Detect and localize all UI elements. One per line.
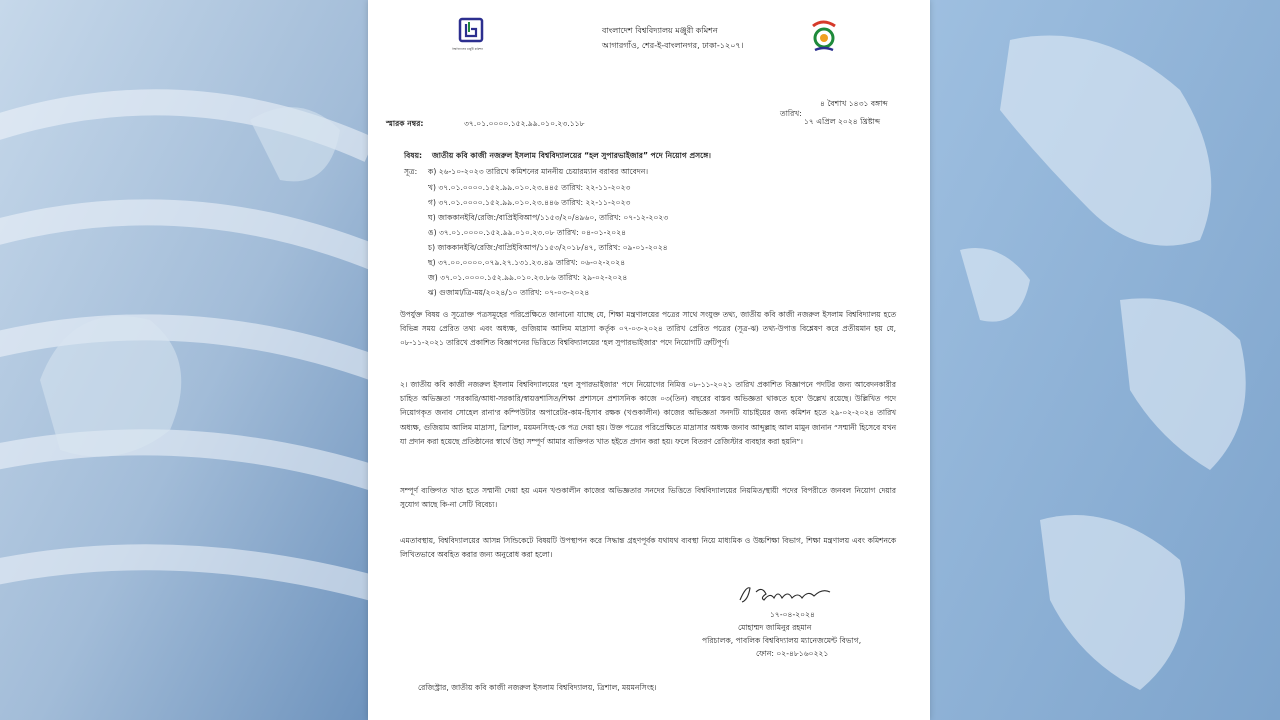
reference-item: জ) ৩৭.০১.০০০০.১৫২.৯৯.০১০.২৩.৮৬ তারিখ: ২৯-০২-২০২৪ xyxy=(428,273,628,282)
reference-item: ঙ) ৩৭.০১.০০০০.১৫২.৯৯.০১০.২৩.০৮ তারিখ: ০৪-০১-২০২৪ xyxy=(428,228,627,237)
reference-item: গ) ৩৭.০১.০০০০.১৫২.৯৯.০১০.২৩.৪৪৬ তারিখ: ২২-১১-২০২৩ xyxy=(428,198,631,207)
memo-label: স্মারক নম্বর: xyxy=(386,119,424,128)
reference-item: চ) জাককানইবি/রেজি:/বাপ্রিইবিআপ/১১৫৩/২০১৮/৪৭, তারিখ: ০৯-০১-২০২৪ xyxy=(428,243,668,252)
signature-date: ১৭-০৪-২০২৪ xyxy=(770,610,815,619)
reference-item: ঝ) গুজামা/ত্রি-ময়/২০২৪/১০ তারিখ: ০৭-০৩-২০২৪ xyxy=(428,288,590,297)
memo-number: ৩৭.০১.০০০০.১৫২.৯৯.০১০.২৩.১১৮ xyxy=(464,119,585,128)
reference-item: খ) ৩৭.০১.০০০০.১৫২.৯৯.০১০.২৩.৪৪৫ তারিখ: ২২-১১-২০২৩ xyxy=(428,183,631,192)
signatory-designation: পরিচালক, পাবলিক বিশ্ববিদ্যালয় ম্যানেজমেন্ট বিভাগ, xyxy=(702,636,862,645)
body-paragraph: উপর্যুক্ত বিষয় ও সূত্রোক্ত পত্রসমূহের পরিপ্রেক্ষিতে জানানো যাচ্ছে যে, শিক্ষা মন্ত্রণালয়ের পত্রের সাথে সংযুক্ত তথ্য, জাতীয় কবি কাজী নজরুল ইসলাম বিশ্ববিদ্যালয় হতে বিভিন্ন সময় প্রেরিত তথ্য এবং অধ্যক্ষ, গুজিয়াম আলিম মাদ্রাসা কর্তৃক ০৭-০৩-২০২৪ তারিখ প্রেরিত পত্রের (সূত্র-ঝ) তথ্য-উপাত্ত বিশ্লেষণ করে প্রতীয়মান হয় যে, ০৮-১১-২০২১ তারিখে প্রকাশিত বিজ্ঞাপনের ভিত্তিতে বিশ্ববিদ্যালয়ের 'হল সুপারভাইজার' পদে নিয়োগটি ত্রুটিপূর্ণ। xyxy=(400,310,896,348)
org-address: আগারগাঁও, শের-ই-বাংলানগর, ঢাকা-১২০৭। xyxy=(602,41,744,50)
anniversary-emblem xyxy=(807,20,841,56)
reference-item: ঘ) জাককানইবি/রেজি:/বাপ্রিইবিআপ/১১৫৩/২০/৪৯৬০, তারিখ: ০৭-১২-২০২৩ xyxy=(428,213,669,222)
body-paragraph: ২। জাতীয় কবি কাজী নজরুল ইসলাম বিশ্ববিদ্যালয়ের 'হল সুপারভাইজার' পদে নিয়োগের নিমিত্ত ০৮-১১-২০২১ তারিখ প্রকাশিত বিজ্ঞাপনে পদটির জন্য আবেদনকারীর চাহিত অভিজ্ঞতা 'সরকারি/আধা-সরকারি/স্বায়ত্তশাসিত/শিক্ষা প্রশাসনে প্রশাসনিক কাজে ০৩(তিন) বছরের বাস্তব অভিজ্ঞতা থাকতে হবে' উল্লেখ রয়েছে। উল্লিখিত পদে নিয়োগকৃত জনাব সোহেল রানা'র কম্পিউটার অপারেটর-কাম-হিসাব রক্ষক (খণ্ডকালীন) কাজের অভিজ্ঞতা সনদটি যাচাইয়ের জন্য কমিশন হতে ২৯-০২-২০২৪ তারিখ অধ্যক্ষ, গুজিয়াম আলিম মাদ্রাসা, ত্রিশাল, ময়মনসিংহ-কে পত্র দেয়া হয়। উক্ত পত্রের পরিপ্রেক্ষিতে মাদ্রাসার অধ্যক্ষ জনাব আব্দুল্লাহ আল মামুন জানান “সম্মানী হিসেবে যখন যা প্রদান করা হয়েছে প্রতিষ্ঠানের স্বার্থে উহা সম্পূর্ণ আমার ব্যক্তিগত খাত হইতে প্রদান করা হয়। ফলে বিতরণ রেজিস্টার ব্যবহার করা হয়নি”। xyxy=(400,380,896,446)
recipient-address: রেজিস্ট্রার, জাতীয় কবি কাজী নজরুল ইসলাম বিশ্ববিদ্যালয়, ত্রিশাল, ময়মনসিংহ। xyxy=(418,683,657,692)
date-gregorian: ১৭ এপ্রিল ২০২৪ খ্রিষ্টাব্দ xyxy=(804,117,881,126)
letter-page xyxy=(368,0,930,720)
date-bangla: ৪ বৈশাখ ১৪৩১ বঙ্গাব্দ xyxy=(820,99,888,108)
body-paragraph: এমতাবস্থায়, বিশ্ববিদ্যালয়ের আসন্ন সিন্ডিকেটে বিষয়টি উপস্থাপন করে সিদ্ধান্ত গ্রহণপূর্বক যথাযথ ব্যবস্থা নিয়ে মাধ্যমিক ও উচ্চশিক্ষা বিভাগ, শিক্ষা মন্ত্রণালয় এবং কমিশনকে লিখিতভাবে অবহিত করার জন্য অনুরোধ করা হলো। xyxy=(400,536,896,560)
body-paragraph: সম্পূর্ণ ব্যক্তিগত খাত হতে সম্মানী দেয়া হয় এমন খণ্ডকালীন কাজের অভিজ্ঞতার সনদের ভিত্তিতে বিশ্ববিদ্যালয়ের নিয়মিত/স্থায়ী পদের বিপরীতে জনবল নিয়োগ দেয়ার সুযোগ আছে কি-না সেটি বিবেচ্য। xyxy=(400,486,896,510)
subject-label: বিষয়: xyxy=(404,151,423,160)
signatory-phone: ফোন: ০২-৪৮১৬০২২১ xyxy=(756,649,829,658)
reference-item: ছ) ৩৭.০০.০০০০.০৭৯.২৭.১৩১.২৩.৪৯ তারিখ: ০৬-০২-২০২৪ xyxy=(428,258,626,267)
signatory-name: মোহাম্মদ জামিনুর রহমান xyxy=(738,623,812,632)
org-name: বাংলাদেশ বিশ্ববিদ্যালয় মঞ্জুরী কমিশন xyxy=(602,26,718,35)
subject-text: জাতীয় কবি কাজী নজরুল ইসলাম বিশ্ববিদ্যালয়ের “হল সুপারভাইজার” পদে নিয়োগ প্রসঙ্গে। xyxy=(432,151,711,160)
ugc-logo xyxy=(452,17,484,51)
reference-item: ক) ২৬-১০-২০২৩ তারিখে কমিশনের মাননীয় চেয়ারম্যান বরাবর আবেদন। xyxy=(428,167,649,176)
logo-caption: বিশ্ববিদ্যালয় মঞ্জুরী কমিশন xyxy=(452,47,483,51)
reference-label: সূত্র: xyxy=(404,167,418,176)
handwritten-signature xyxy=(736,582,834,606)
date-label: তারিখ: xyxy=(780,109,802,118)
